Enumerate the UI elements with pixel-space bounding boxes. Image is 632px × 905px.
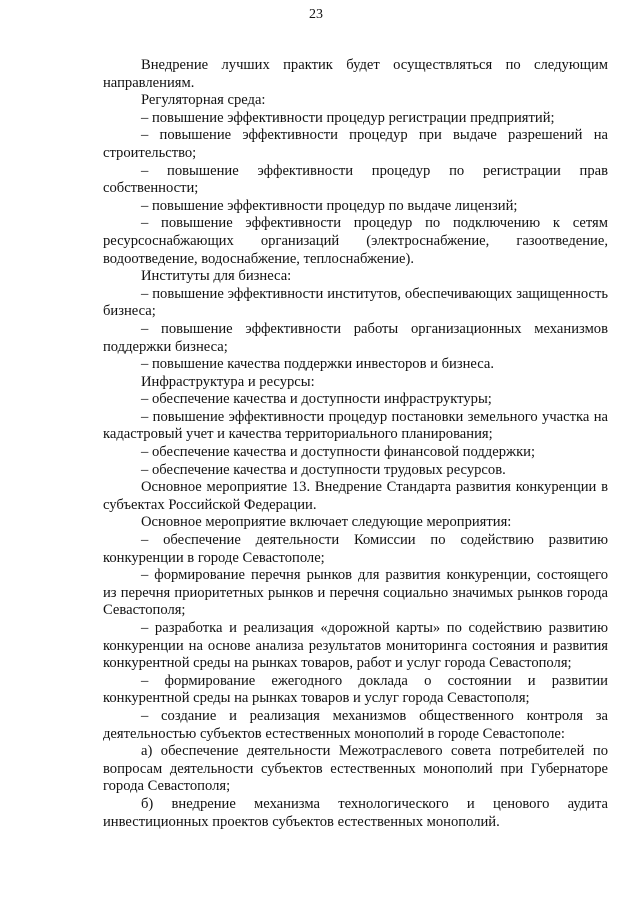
heading-business-institutions: Институты для бизнеса: <box>141 268 292 285</box>
list-item: – повышение эффективности процедур при выдаче разрешений на строительство; <box>103 127 608 161</box>
paragraph-activity-includes: Основное мероприятие включает следующие мероприятия: <box>141 514 512 531</box>
list-item: – повышение эффективности процедур по выдаче лицензий; <box>141 197 518 214</box>
list-item: – повышение эффективности процедур регистрации предприятий; <box>141 109 555 126</box>
list-item: – повышение эффективности процедур по регистрации прав собственности; <box>103 162 608 197</box>
list-item: – обеспечение качества и доступности финансовой поддержки; <box>141 444 536 461</box>
document-body <box>103 57 608 831</box>
list-item: – обеспечение качества и доступности инфраструктуры; <box>141 391 492 408</box>
list-item: – повышение качества поддержки инвесторов и бизнеса. <box>141 356 495 373</box>
paragraph-intro: Внедрение лучших практик будет осуществляться по следующим направлениям. <box>103 57 608 91</box>
list-item: – повышение эффективности работы организационных механизмов поддержки бизнеса; <box>103 320 608 355</box>
list-item: – формирование перечня рынков для развития конкуренции, состоящего из перечня приоритетных рынков и перечня социально значимых рынков города Севастополя; <box>103 567 608 619</box>
list-item: – обеспечение качества и доступности трудовых ресурсов. <box>141 461 506 478</box>
list-item: – создание и реализация механизмов общественного контроля за деятельностью субъектов естественных монополий в городе Севастополе: <box>103 707 608 742</box>
list-item: – повышение эффективности институтов, обеспечивающих защищенность бизнеса; <box>103 285 608 320</box>
list-item: – обеспечение деятельности Комиссии по содействию развитию конкуренции в городе Севастополе; <box>103 532 608 566</box>
paragraph-main-activity-13: Основное мероприятие 13. Внедрение Стандарта развития конкуренции в субъектах Российской Федерации. <box>103 479 608 513</box>
heading-infrastructure-resources: Инфраструктура и ресурсы: <box>141 373 315 390</box>
list-item: – повышение эффективности процедур постановки земельного участка на кадастровый учет и качества территориального планирования; <box>103 408 608 443</box>
page-number: 23 <box>309 7 323 22</box>
list-item: – повышение эффективности процедур по подключению к сетям ресурсоснабжающих организаций (электроснабжение, газоотведение, водоотведение, водоснабжение, теплоснабжение). <box>103 215 608 267</box>
list-item: – формирование ежегодного доклада о состоянии и развитии конкурентной среды на рынках товаров и услуг города Севастополя; <box>103 672 608 707</box>
heading-regulatory-environment: Регуляторная среда: <box>141 92 266 109</box>
sub-item-b: б) внедрение механизма технологического и ценового аудита инвестиционных проектов субъектов естественных монополий. <box>103 795 608 830</box>
list-item: – разработка и реализация «дорожной карты» по содействию развитию конкуренции на основе анализа результатов мониторинга состояния и развития конкурентной среды на рынках товаров, работ и услуг города Севастополя; <box>103 620 608 672</box>
sub-item-a: а) обеспечение деятельности Межотраслевого совета потребителей по вопросам деятельности субъектов естественных монополий при Губернаторе города Севастополя; <box>103 743 608 795</box>
